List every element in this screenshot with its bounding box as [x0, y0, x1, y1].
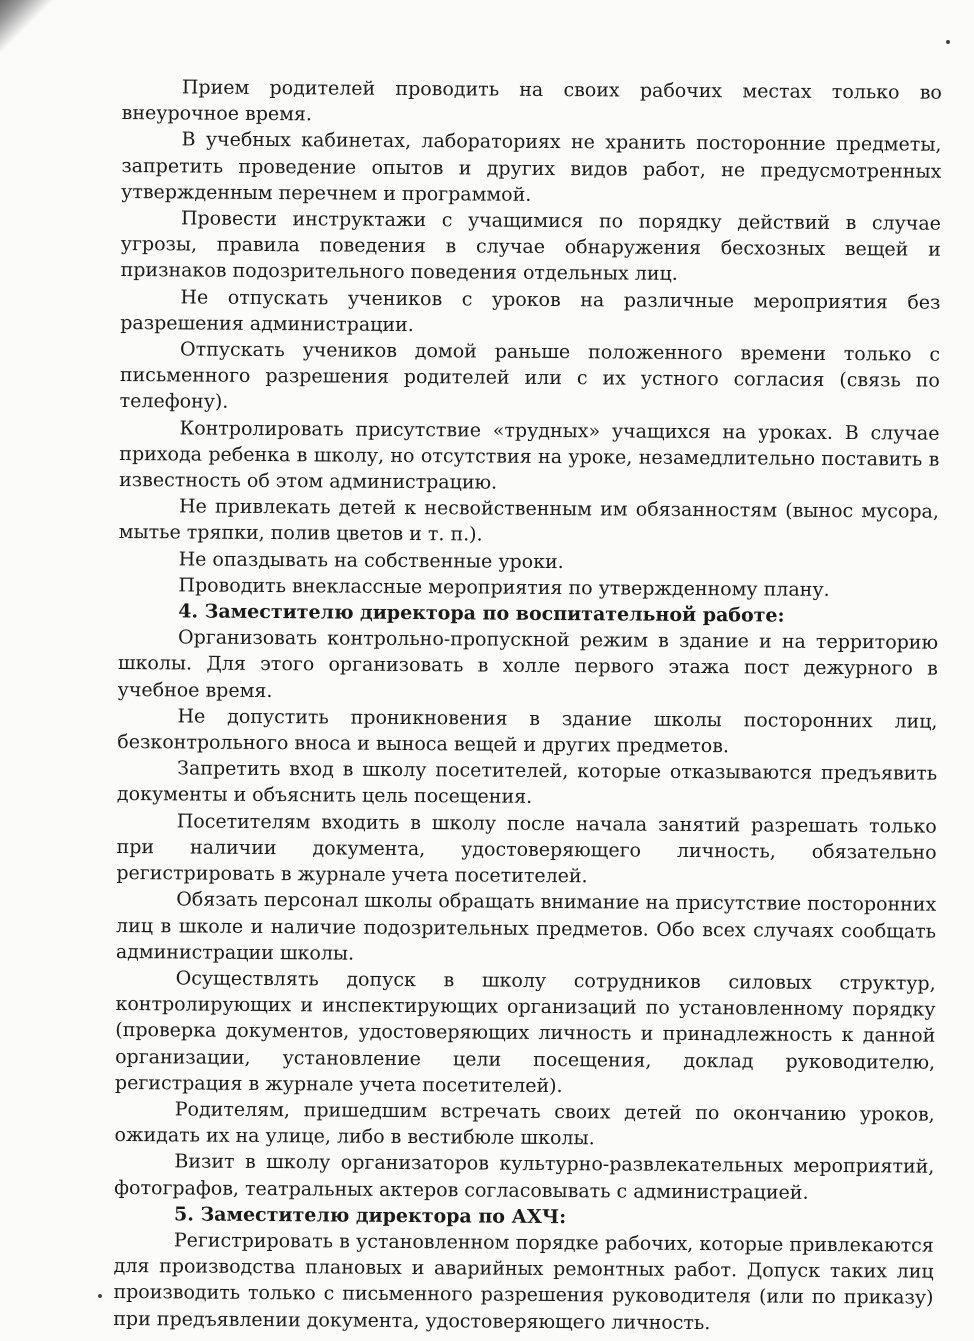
paragraph: Проводить внеклассные мероприятия по утвержденному плану. [178, 574, 830, 601]
paragraph: Регистрировать в установленном порядке рабочих, которые привлекаются для производства плановых и аварийных ремонтных работ. Допуск таких лиц производить только с письменного разрешения руководителя (или по приказу) при предъявлении документа, удостоверяющего личность. [113, 1229, 934, 1334]
page-corner-shadow [0, 0, 60, 60]
section-heading: 4. Заместителю директора по воспитательной работе: [178, 600, 785, 627]
document-body [113, 74, 942, 1337]
paragraph: Контролировать присутствие «трудных» учащихся на уроках. В случае прихода ребенка в школу, но отсутствия на уроке, незамедлительно поставить в известность об этом администрацию. [119, 417, 940, 494]
paragraph: Не отпускать учеников с уроков на различные мероприятия без разрешения администрации. [120, 286, 941, 336]
paragraph: Посетителям входить в школу после начала занятий разрешать только при наличии документа, удостоверяющего личность, обязательно регистрировать в журнале учета посетителей. [116, 810, 937, 888]
paragraph: Запретить вход в школу посетителей, которые отказываются предъявить документы и объяснить цель посещения. [116, 757, 938, 809]
scan-speck [946, 40, 950, 44]
paragraph: В учебных кабинетах, лабораториях не хранить посторонние предметы, запретить проведение опытов и других видов работ, не предусмотренных утвержденным перечнем и программой. [121, 128, 942, 206]
paragraph: Не допустить проникновения в здание школы посторонних лиц, безконтрольного вноса и выноса вещей и других предметов. [117, 705, 938, 758]
paragraph: Отпускать учеников домой раньше положенного времени только с письменного разрешения родителей или с их устного согласия (связь по телефону). [119, 338, 941, 414]
paragraph: Не опаздывать на собственные уроки. [178, 548, 564, 573]
paragraph: Обязать персонал школы обращать внимание на присутствие посторонних лиц в школе и наличие подозрительных предметов. Обо всех случаях сообщать администрации школы. [115, 888, 937, 965]
section-heading: 5. Заместителю директора по АХЧ: [173, 1203, 567, 1228]
paragraph: Организовать контрольно-пропускной режим в здание и на территорию школы. Для этого организовать в холле первого этажа пост дежурного в учебное время. [117, 626, 939, 702]
paragraph: Провести инструктажи с учащимися по порядку действий в случае угрозы, правила поведения в случае обнаружения бесхозных вещей и признаков подозрительного поведения отдельных лиц. [120, 207, 942, 286]
scan-speck [98, 1294, 102, 1298]
paragraph: Прием родителей проводить на своих рабочих местах только во внеурочное время. [121, 76, 942, 126]
paragraph: Не привлекать детей к несвойственным им обязанностям (вынос мусора, мытье тряпки, полив цветов и т. п.). [118, 495, 940, 546]
paragraph: Родителям, пришедшим встречать своих детей по окончанию уроков, ожидать их на улице, либо в вестибюле школы. [114, 1098, 935, 1150]
paragraph: Визит в школу организаторов культурно-развлекательных мероприятий, фотографов, театральных актеров согласовывать с администрацией. [114, 1150, 935, 1204]
paragraph: Осуществлять допуск в школу сотрудников силовых структур, контролирующих и инспектирующих организаций по установленному порядку (проверка документов, удостоверяющих личность и принадлежность к данной организации, установление цели посещения, доклад руководителю, регистрация в журнале учета посетителей). [114, 967, 936, 1097]
